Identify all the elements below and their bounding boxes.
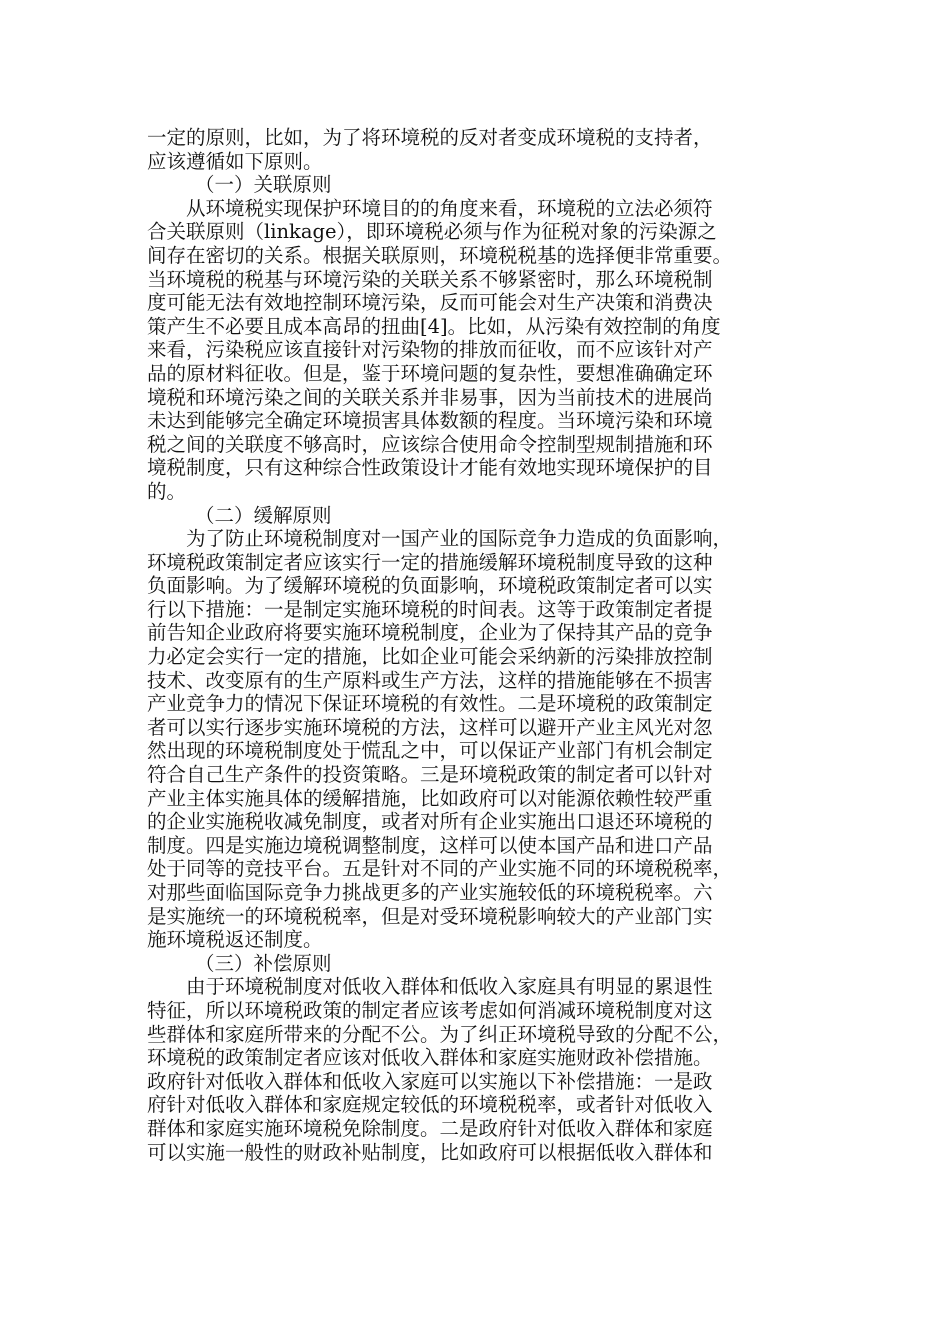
paragraph-line: 当环境税的税基与环境污染的关联关系不够紧密时，那么环境税制 <box>147 267 713 291</box>
paragraph-line: 负面影响。为了缓解环境税的负面影响，环境税政策制定者可以实 <box>147 574 713 598</box>
paragraph-line: 环境税政策制定者应该实行一定的措施缓解环境税制度导致的这种 <box>147 550 713 574</box>
paragraph-line: 从环境税实现保护环境目的的角度来看，环境税的立法必须符 <box>186 196 713 220</box>
paragraph-line: 合关联原则（linkage），即环境税必须与作为征税对象的污染源之 <box>147 220 717 244</box>
paragraph-line: 施环境税返还制度。 <box>147 928 323 952</box>
paragraph-line: 度可能无法有效地控制环境污染，反而可能会对生产决策和消费决 <box>147 291 713 315</box>
paragraph-line: 境税和环境污染之间的关联关系并非易事，因为当前技术的进展尚 <box>147 385 713 409</box>
paragraph-line: 间存在密切的关系。根据关联原则，环境税税基的选择便非常重要。 <box>147 243 733 267</box>
paragraph-line: 来看，污染税应该直接针对污染物的排放而征收，而不应该针对产 <box>147 338 713 362</box>
section-heading-linkage: （一）关联原则 <box>195 173 332 197</box>
paragraph-line: 税之间的关联度不够高时，应该综合使用命令控制型规制措施和环 <box>147 432 713 456</box>
paragraph-line: 政府针对低收入群体和低收入家庭可以实施以下补偿措施：一是政 <box>147 1069 713 1093</box>
paragraph-line: 然出现的环境税制度处于慌乱之中，可以保证产业部门有机会制定 <box>147 739 713 763</box>
paragraph-line: 品的原材料征收。但是，鉴于环境问题的复杂性，要想准确确定环 <box>147 361 713 385</box>
paragraph-line: 技术、改变原有的生产原料或生产方法，这样的措施能够在不损害 <box>147 668 713 692</box>
paragraph-line: 符合自己生产条件的投资策略。三是环境税政策的制定者可以针对 <box>147 763 713 787</box>
paragraph-line: 对那些面临国际竞争力挑战更多的产业实施较低的环境税税率。六 <box>147 881 713 904</box>
paragraph-line: 策产生不必要且成本高昂的扭曲[4]。比如，从污染有效控制的角度 <box>147 314 721 338</box>
paragraph-line: 行以下措施：一是制定实施环境税的时间表。这等于政策制定者提 <box>147 597 713 621</box>
paragraph-line: 前告知企业政府将要实施环境税制度，企业为了保持其产品的竞争 <box>147 621 713 645</box>
paragraph-line: 由于环境税制度对低收入群体和低收入家庭具有明显的累退性 <box>186 975 713 999</box>
paragraph-line: 府针对低收入群体和家庭规定较低的环境税税率，或者针对低收入 <box>147 1093 713 1117</box>
paragraph-line: 者可以实行逐步实施环境税的方法，这样可以避开产业主风光对忽 <box>147 715 713 739</box>
paragraph-line: 可以实施一般性的财政补贴制度，比如政府可以根据低收入群体和 <box>147 1140 713 1164</box>
intro-line: 应该遵循如下原则。 <box>147 149 323 173</box>
paragraph-line: 为了防止环境税制度对一国产业的国际竞争力造成的负面影响， <box>186 527 733 551</box>
paragraph-line: 些群体和家庭所带来的分配不公。为了纠正环境税导致的分配不公， <box>147 1022 733 1046</box>
paragraph-line: 群体和家庭实施环境税免除制度。二是政府针对低收入群体和家庭 <box>147 1116 713 1140</box>
paragraph-line: 处于同等的竞技平台。五是针对不同的产业实施不同的环境税税率， <box>147 857 733 881</box>
paragraph-line: 制度。四是实施边境税调整制度，这样可以使本国产品和进口产品 <box>147 833 713 857</box>
paragraph-line: 产业主体实施具体的缓解措施，比如政府可以对能源依赖性较严重 <box>147 786 713 810</box>
section-heading-compensation: （三）补偿原则 <box>195 951 332 975</box>
paragraph-line: 的。 <box>147 479 187 503</box>
paragraph-line: 是实施统一的环境税税率，但是对受环境税影响较大的产业部门实 <box>147 904 713 928</box>
paragraph-line: 的企业实施税收减免制度，或者对所有企业实施出口退还环境税的 <box>147 810 713 834</box>
paragraph-line: 特征，所以环境税政策的制定者应该考虑如何消减环境税制度对这 <box>147 998 713 1022</box>
paragraph-line: 未达到能够完全确定环境损害具体数额的程度。当环境污染和环境 <box>147 409 713 433</box>
paragraph-line: 环境税的政策制定者应该对低收入群体和家庭实施财政补偿措施。 <box>147 1046 713 1070</box>
section-heading-mitigation: （二）缓解原则 <box>195 503 332 527</box>
intro-line: 一定的原则，比如，为了将环境税的反对者变成环境税的支持者， <box>147 126 713 149</box>
paragraph-line: 境税制度，只有这种综合性政策设计才能有效地实现环境保护的目 <box>147 456 713 480</box>
document-body <box>147 126 807 1164</box>
paragraph-line: 力必定会实行一定的措施，比如企业可能会采纳新的污染排放控制 <box>147 645 713 669</box>
paragraph-line: 产业竞争力的情况下保证环境税的有效性。二是环境税的政策制定 <box>147 692 713 716</box>
